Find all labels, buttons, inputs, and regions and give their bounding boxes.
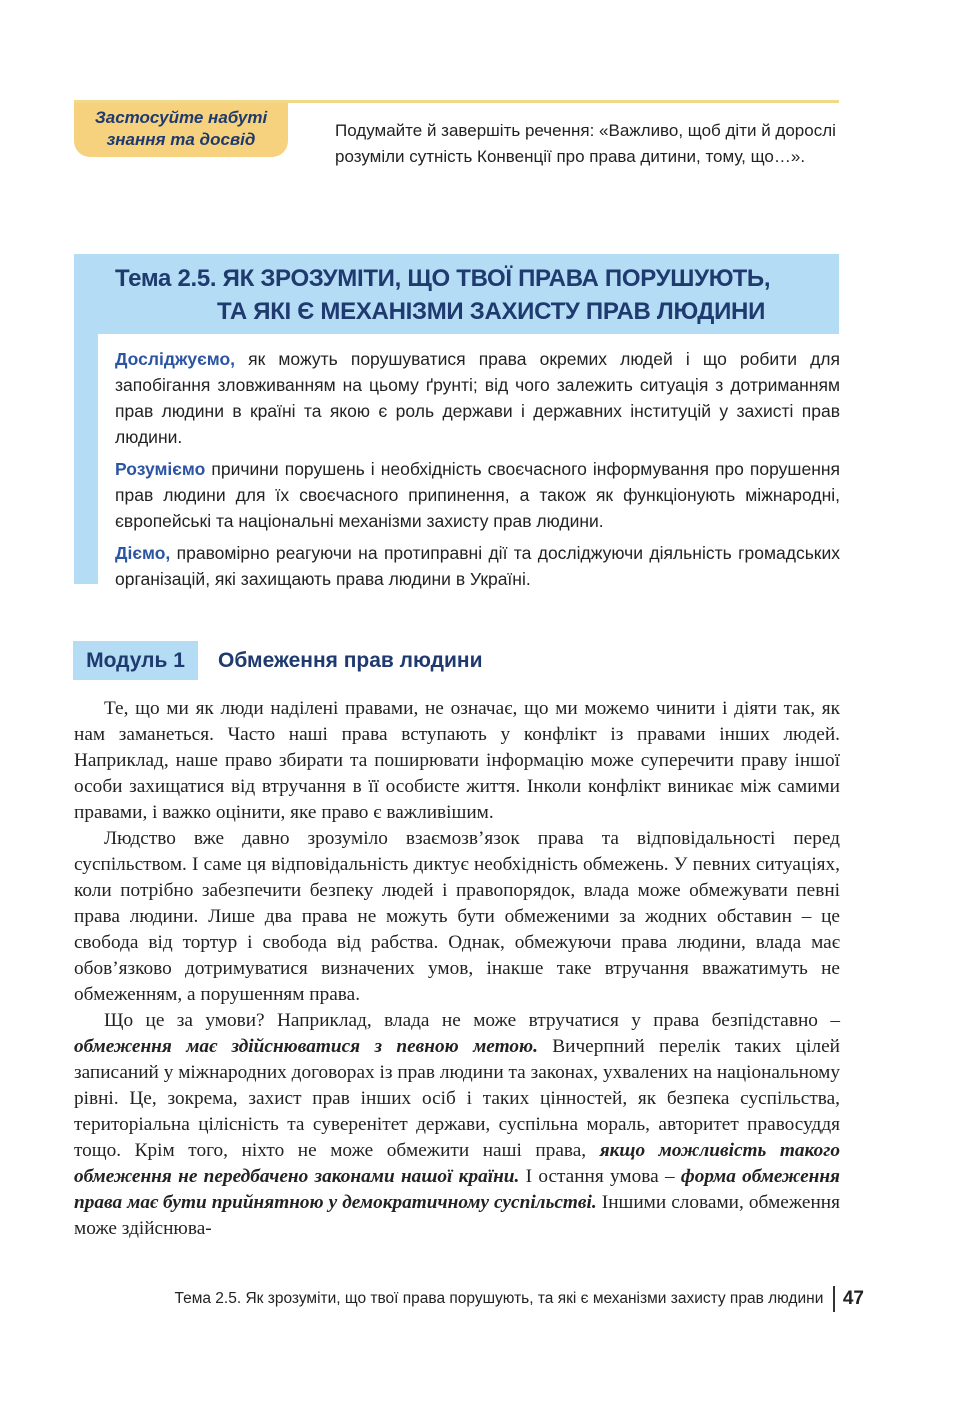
goal-explore [115,346,840,450]
body-text-run: І остання умова – [519,1166,681,1187]
goal-keyword: Досліджуємо, [115,349,236,369]
module-title: Обмеження прав людини [218,649,483,672]
topic-goals [115,346,840,598]
goal-text: причини порушень і необхідність своєчасного інформування про порушення прав людини для їх своєчасного припинення, а також як функціонують міжнародні, європейські та національні механізми захисту прав людини. [115,459,840,531]
body-paragraph-3 [74,1008,840,1242]
topic-title-line2: ТА ЯКІ Є МЕХАНІЗМИ ЗАХИСТУ ПРАВ ЛЮДИНИ [217,298,766,325]
body-paragraph-1: Те, що ми як люди наділені правами, не означає, що ми можемо чинити і діяти так, як нам заманеться. Часто наші права вступають у конфлікт із правами інших людей. Наприклад, наше право збирати та поширювати інформацію може суперечити праву іншої особи захищатися від втручання в її особисте життя. Інколи конфлікт виникає між самими правами, і важко оцінити, яке право є важливішим. [74,698,840,823]
footer-running-title: Тема 2.5. Як зрозуміти, що твої права порушують, та які є механізми захисту прав людини [174,1290,824,1307]
goal-understand [115,456,840,534]
page-footer [74,1285,864,1313]
body-paragraph-2: Людство вже давно зрозуміло взаємозв’язок права та відповідальності перед суспільством. І саме ця відповідальність диктує необхідність обмежень. У певних ситуаціях, коли потрібно забезпечити безпеку людей і правопорядок, влада може обмежувати певні права людини. Лише два права не можуть бути обмеженими за жодних обставин – це свобода від тортур і свобода від рабства. Однак, обмежуючи права людини, влада має обов’язково дотримуватися визначених умов, інакше таке втручання вважатимуть не обмеженням, а порушенням права. [74,828,840,1005]
emphasis-law: якщо можливість такого обмеження не передбачено законами нашої країни. [74,1140,840,1187]
module-label: Модуль 1 [73,641,198,680]
emphasis-democracy: форма обмеження права має бути прийнятною у демократичному суспільстві. [74,1166,840,1213]
footer-divider [833,1286,835,1312]
topic-title-line1: Тема 2.5. ЯК ЗРОЗУМІТИ, ЩО ТВОЇ ПРАВА ПОРУШУЮТЬ, [115,265,771,292]
topic-side-bar [74,334,98,584]
apply-badge-line2: знання та досвід [106,130,256,149]
goal-keyword: Розуміємо [115,459,206,479]
apply-task-text: Подумайте й завершіть речення: «Важливо, щоб діти й дорослі розуміли сутність Конвенції про права дитини, тому, що…». [335,121,836,166]
body-text-run: Вичерпний перелік таких цілей записаний у міжнародних договорах із прав людини та законах, ухвалених на національному рівні. Це, зокрема, захист прав інших осіб і таких цінностей, як безпека суспільства, територіальна цілісність та суверенітет держави, суспільна мораль, авторитет правосуддя тощо. Крім того, ніхто не може обмежити наші права, [74,1036,840,1161]
body-text-run: Іншими словами, обмеження може здійснюва- [74,1192,840,1239]
topic-title [115,262,835,328]
emphasis-purpose: обмеження має здійснюватися з певною метою. [74,1036,538,1057]
goal-text: як можуть порушуватися права окремих людей і що робити для запобігання зловживанням на цьому ґрунті; від чого залежить ситуація з дотриманням прав людини в країні та якою є роль держави і державних інституцій у захисті прав людини. [115,349,840,447]
module-body [74,696,840,1242]
goal-text: правомірно реагуючи на протиправні дії та досліджуючи діяльність громадських організацій, які захищають права людини в Україні. [115,543,840,589]
goal-act [115,540,840,592]
body-text-run: Що це за умови? Наприклад, влада не може втручатися у права безпідставно – [104,1010,840,1031]
apply-knowledge-badge [74,103,288,157]
page-number: 47 [842,1288,864,1309]
goal-keyword: Діємо, [115,543,171,563]
apply-badge-line1: Застосуйте набуті [94,108,268,127]
